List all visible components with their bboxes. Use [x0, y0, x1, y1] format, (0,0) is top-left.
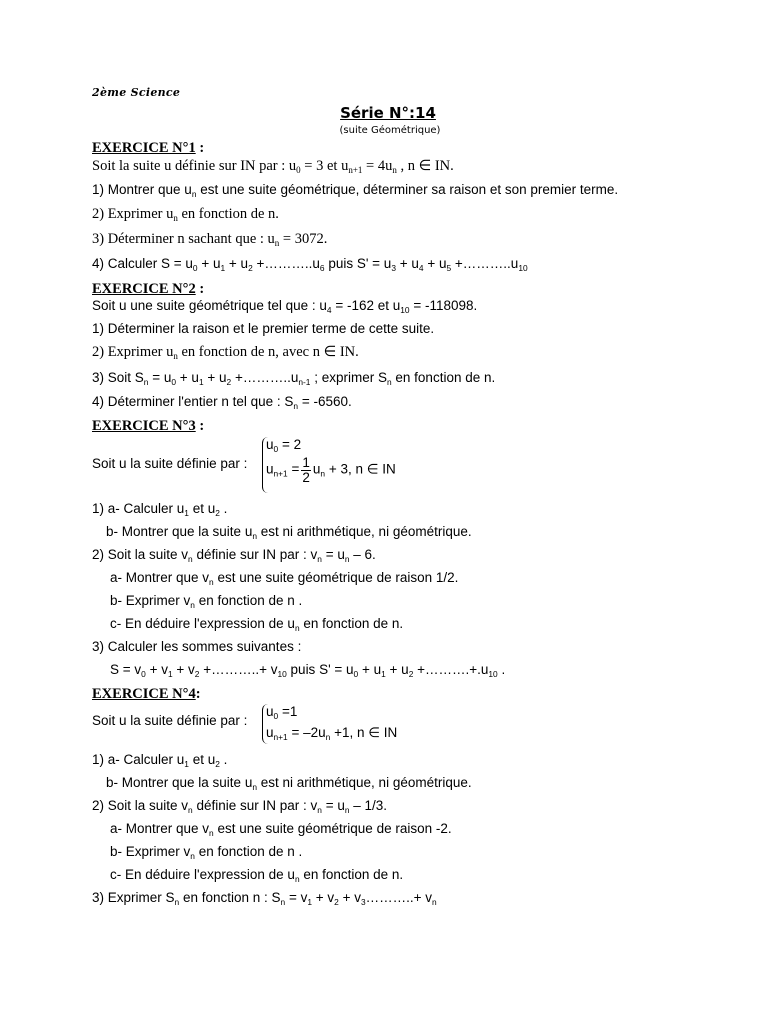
exercise-4-question-2c: c- En déduire l'expression de $u_n$ en fonction de n. [110, 867, 404, 884]
exercise-3-question-2: 2) Soit la suite $v_n$ définie sur IN par : $v_n = u_n - 6$. [92, 547, 376, 564]
exercise-2-question-3: 3) Soit $S_n = u_0 + u_1 + u_2$ $+\dots\dots\dots..u_{n-1}$ ; exprimer $S_n$ en fonction de n. [92, 370, 496, 387]
exercise-1-definition: Soit la suite u définie sur IN par : $u_0 = 3$ et $u_{n+1} = 4u_n$ , n ∈ IN. [92, 158, 454, 176]
exercise-2-question-4: 4) Déterminer l'entier n tel que : $S_n = -6560$. [92, 394, 352, 411]
exercise-4-definition: Soit u la suite définie par : [92, 713, 248, 728]
exercise-4-question-2a: a- Montrer que $v_n$ est une suite géométrique de raison -2. [110, 821, 452, 838]
exercise-4-question-3: 3) Exprimer $S_n$ en fonction n : $S_n = v_1 + v_2$ + $v_3\dots\dots\dots..+ v_n$ [92, 890, 437, 907]
system-eq-1: $u_0 = 2$ [266, 437, 302, 454]
exercise-2-question-1: 1) Déterminer la raison et le premier terme de cette suite. [92, 321, 435, 336]
exercise-1-question-3: 3) Déterminer n sachant que : $u_n = 3072$. [92, 231, 328, 249]
exercise-3-question-2a: a- Montrer que $v_n$ est une suite géométrique de raison 1/2. [110, 570, 459, 587]
exercise-3-question-1a: 1) a- Calculer $u_1$ et $u_2$ . [92, 501, 228, 518]
exercise-1-question-1: 1) Montrer que $u_n$ est une suite géométrique, déterminer sa raison et son premier terme. [92, 182, 619, 199]
fraction-one-half: $\frac{1}{2}$ [302, 455, 310, 485]
exercise-4-title: EXERCICE N°4: [92, 686, 201, 702]
exercise-3-question-2b: b- Exprimer $v_n$ en fonction de n . [110, 593, 303, 610]
exercise-4-question-2: 2) Soit la suite $v_n$ définie sur IN par : $v_n = u_n - 1/3$. [92, 798, 388, 815]
exercise-3-definition: Soit u la suite définie par : [92, 456, 248, 471]
grade-label: 2ème Science [92, 86, 181, 99]
system-eq-2: $u_{n+1} = -2u_n +1$, n ∈ IN [266, 725, 398, 742]
series-subtitle: (suite Géométrique) [339, 125, 441, 136]
exercise-1-title: EXERCICE N°1 : [92, 140, 205, 156]
exercise-1-question-4: 4) Calculer $S = u_0 + u_1 + u_2$ $+\dots\dots\dots..u_6$ puis $S' = u_3 + u_4 + u_5$ $+\dots\dots\dots..u_{10}$ [92, 256, 528, 273]
series-title: Série N°:14 [340, 104, 436, 122]
exercise-1-question-2: 2) Exprimer $u_n$ en fonction de n. [92, 206, 279, 224]
exercise-2-question-2: 2) Exprimer $u_n$ en fonction de n, avec n ∈ IN. [92, 344, 359, 362]
exercise-2-definition: Soit u une suite géométrique tel que : $u_4 = -162$ et $u_{10} = -118098$. [92, 298, 478, 315]
exercise-3-question-3: 3) Calculer les sommes suivantes : [92, 639, 302, 654]
system-eq-1: $u_0 =1$ [266, 704, 298, 721]
exercise-2-title: EXERCICE N°2 : [92, 281, 205, 297]
exercise-3-question-2c: c- En déduire l'expression de $u_n$ en fonction de n. [110, 616, 404, 633]
exercise-4-question-1b: b- Montrer que la suite $u_n$ est ni arithmétique, ni géométrique. [106, 775, 472, 792]
exercise-3-title: EXERCICE N°3 : [92, 418, 205, 434]
exercise-4-question-2b: b- Exprimer $v_n$ en fonction de n . [110, 844, 303, 861]
system-eq-2: $u_{n+1}$ = $\frac{1}{2}$ $u_n + 3$, n ∈ IN [266, 455, 396, 485]
exercise-3-question-1b: b- Montrer que la suite $u_n$ est ni arithmétique, ni géométrique. [106, 524, 472, 541]
exercise-4-question-1a: 1) a- Calculer $u_1$ et $u_2$ . [92, 752, 228, 769]
exercise-3-question-3-sums: $S = v_0 + v_1 + v_2$ +………..+ $v_{10}$ puis $S' = u_0 + u_1 + u_2$ $+\dots\dots\dots.+.u_{10}$ . [110, 662, 506, 679]
